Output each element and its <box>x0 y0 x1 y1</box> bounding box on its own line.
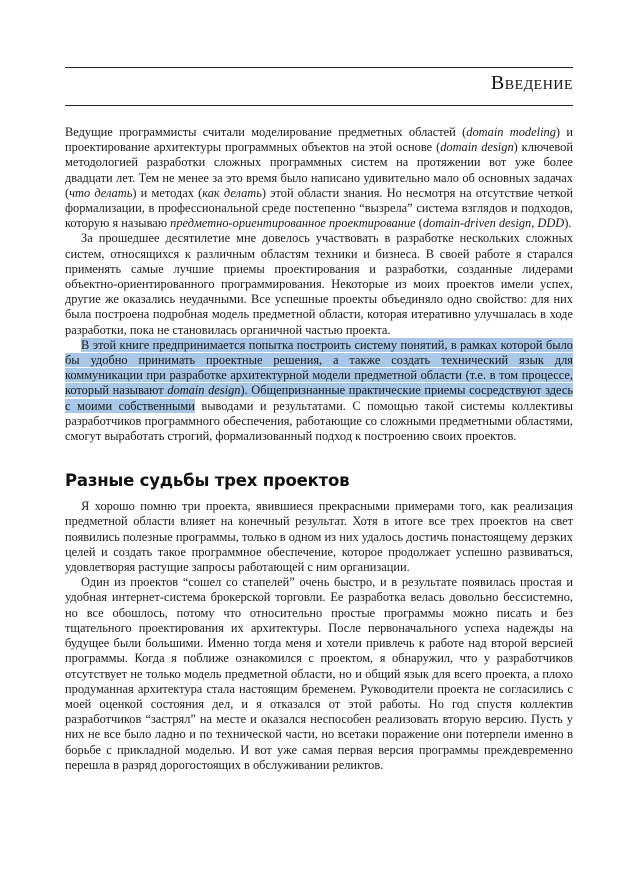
chapter-title: Введение <box>490 72 573 94</box>
selected-text: ). Общепризнанные практические приемы сосредствуют здесь с моими собственными <box>65 383 574 413</box>
section-heading: Разные судьбы трех проектов <box>65 471 350 491</box>
section-paragraph-2 <box>65 575 573 773</box>
text-run: ) и методах ( <box>132 185 203 200</box>
selected-text: В этой книге предпринимается попытка построить систему понятий, в рамках которой было бы удобно принимать проектные решения, а также создать технический язык для коммуникации при разработке архитектурной модели предметной области (т.е. в том процессе, который называют <box>65 337 573 398</box>
italic-term: предметно-ориентированное проектирование <box>170 216 416 231</box>
section-paragraph-1 <box>65 499 573 575</box>
text-run: Один из проектов “сошел со стапелей” очень быстро, и в результате появилась простая и удобная интернет-система брокерской торговли. Ее разработка велась довольно бессистемно, но все обошлось, потому что относительно простые программы можно писать и без тщательного проектирования их архитектуры. После первоначального успеха надежды на будущее были большими. Именно тогда меня и хотели привлечь к работе над второй версией программы. Когда я поближе ознакомился с проектом, я обнаружил, что у разработчиков отсутствует не только модель предметной области, но и общий язык для всего проекта, а плохо продуманная архитектура стала настоящим бременем. Руководители проекта не согласились с моей оценкой состояния дел, и я отказался от этой работы. Но год спустя коллектив разработчиков “застрял” на месте и оказался неспособен реализовать вторую версию. Пусть у них не все было ладно и по технической части, но всетаки поражение они потерпели именно в борьбе с прикладной моделью. И вот уже самая первая версия программы преждевременно перешла в разряд дорогостоящих в обслуживании реликтов. <box>65 575 573 772</box>
intro-paragraph-1 <box>65 125 573 231</box>
text-run: ( <box>415 216 423 231</box>
intro-paragraph-2 <box>65 231 573 337</box>
italic-term: как делать <box>202 185 262 200</box>
italic-term: domain modeling <box>466 125 556 139</box>
text-run: Ведущие программисты считали моделирование предметных областей ( <box>65 125 467 139</box>
text-run: ) этой области знания. Но несмотря на отсутствие четкой формализации, в профессиональной среде постепенно “вызрела” система взглядов и подходов, которую я называю <box>65 185 573 231</box>
page-body <box>65 125 573 773</box>
italic-term: domain design <box>440 140 514 155</box>
selected-italic-term: domain design <box>167 383 241 398</box>
chapter-top-rule <box>65 67 573 68</box>
italic-term: что делать <box>69 185 133 200</box>
text-run: выводами и результатами. С помощью такой системы коллективы разработчиков программного обеспечения, работающие со сложными предметными областями, смогут выработать строгий, формализованный подход к построению своих проектов. <box>65 398 573 444</box>
intro-paragraph-3-selected <box>65 338 573 444</box>
text-run: ) и проектирование архитектуры программных объектов на этой основе ( <box>65 125 573 155</box>
text-run: ) ключевой методологией разработки сложных программных систем на протяжении вот уже более двадцати лет. Тем не менее за это время было написано удивительно мало об основных задачах ( <box>65 140 573 200</box>
italic-term: domain-driven design, DDD <box>422 216 565 231</box>
chapter-bottom-rule <box>65 105 573 106</box>
text-run: Я хорошо помню три проекта, явившиеся прекрасными примерами того, как реализация предметной области влияет на конечный результат. Хотя в итоге все трех проектов на свет появились полезные программы, только в одном из них удалось достичь понастоящему дерзких целей и создать такое программное обеспечение, которое продолжает успешно развиваться, удовлетворяя растущие запросы работающей с ним организации. <box>65 499 573 575</box>
text-run: За прошедшее десятилетие мне довелось участвовать в разработке нескольких сложных систем, относящихся к различным областям техники и бизнеса. В своей работе я старался применять самые лучшие приемы проектирования и разработки, созданные лидерами объектно-ориентированного программирования. Некоторые из моих проектов имели успех, другие же оказались неудачными. Все успешные проекты объединяло одно свойство: для них была построена подробная модель предметной области, которая итеративно улучшалась в ходе разработки, пока не становилась органичной частью проекта. <box>65 231 573 337</box>
text-run: ). <box>564 216 572 231</box>
